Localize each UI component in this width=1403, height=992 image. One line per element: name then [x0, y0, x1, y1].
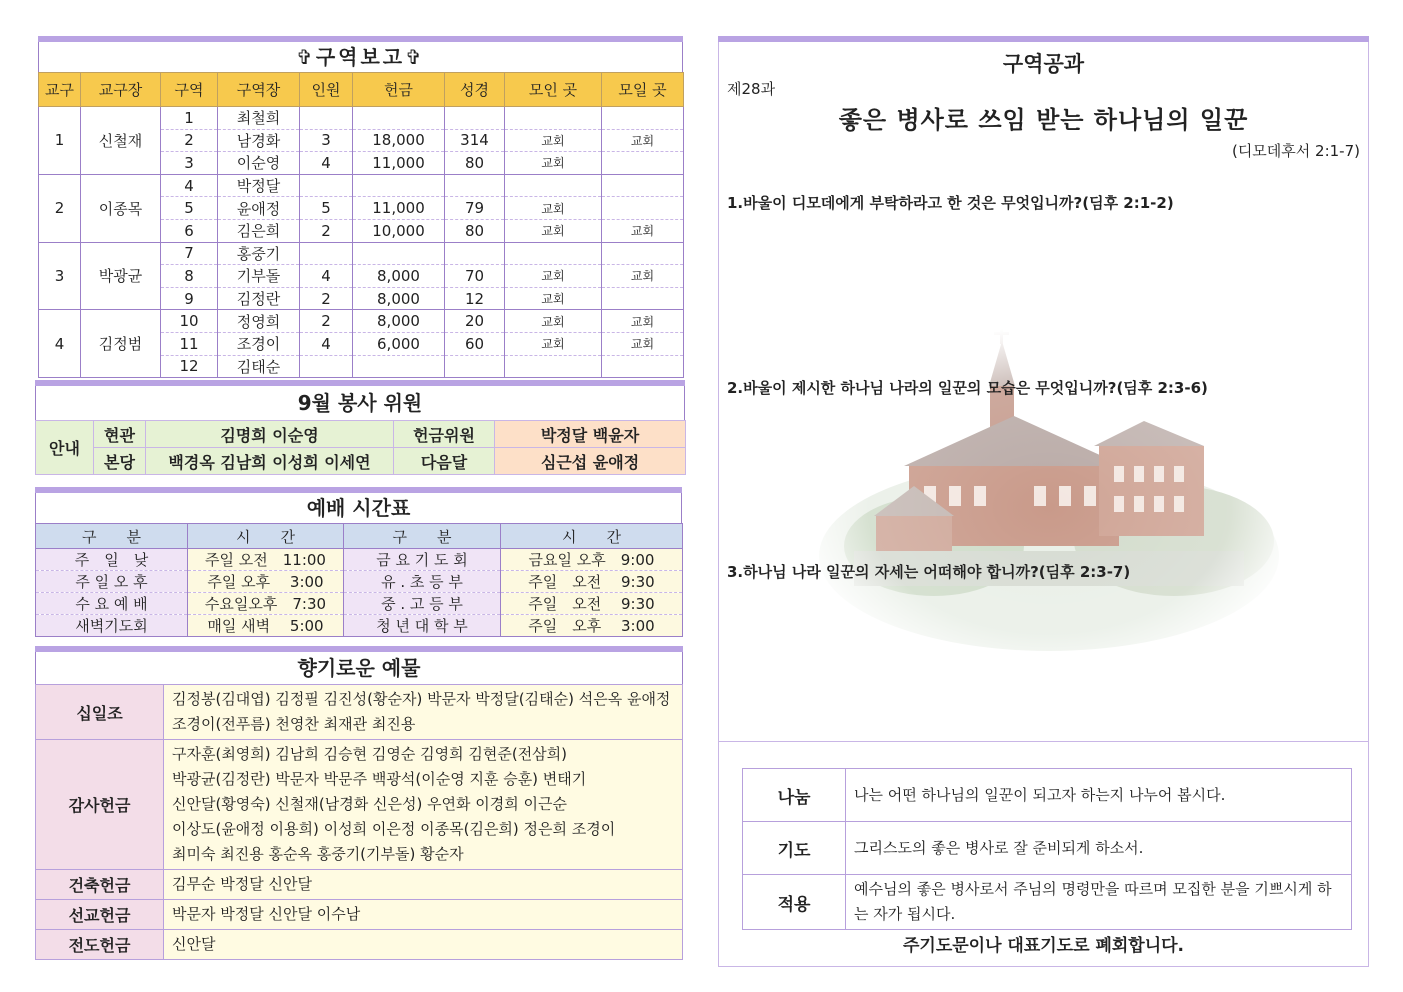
- next-place: [602, 107, 684, 130]
- offering-amount: 18,000: [353, 129, 445, 152]
- met-place: [505, 107, 602, 130]
- parish-leader: 이종목: [81, 174, 161, 242]
- zone-leader: 조경이: [218, 332, 300, 355]
- service-time: 주일 오전 9:30: [501, 593, 683, 615]
- col-category: 구 분: [36, 524, 188, 549]
- people-count: 2: [300, 219, 353, 242]
- bible-count: 80: [445, 152, 505, 175]
- people-count: [300, 242, 353, 265]
- role-names: 박정달 백윤자: [495, 421, 686, 448]
- table-row: [39, 174, 684, 197]
- zone-number: 4: [161, 174, 218, 197]
- offering-category: 건축헌금: [36, 870, 164, 900]
- met-place: 교회: [505, 265, 602, 288]
- table-row: [36, 740, 683, 870]
- offering-amount: [353, 355, 445, 378]
- parish-number: 4: [39, 310, 81, 378]
- col-offering: 헌금: [353, 73, 445, 107]
- zone-number: 2: [161, 129, 218, 152]
- people-count: 2: [300, 287, 353, 310]
- met-place: 교회: [505, 332, 602, 355]
- worship-header-row: [36, 524, 683, 549]
- bible-count: 12: [445, 287, 505, 310]
- zone-leader: 이순영: [218, 152, 300, 175]
- col-parish: 교구: [39, 73, 81, 107]
- place-label: 현관: [94, 421, 146, 448]
- parish-number: 2: [39, 174, 81, 242]
- next-place: [602, 152, 684, 175]
- offering-amount: 11,000: [353, 197, 445, 220]
- parish-leader: 김정범: [81, 310, 161, 378]
- offering-category: 감사헌금: [36, 740, 164, 870]
- col-met-place: 모인 곳: [505, 73, 602, 107]
- service-time: 주일 오전 11:00: [188, 549, 344, 571]
- application-text: 나는 어떤 하나님의 일꾼이 되고자 하는지 나누어 봅시다.: [846, 769, 1352, 822]
- zone-leader: 김태순: [218, 355, 300, 378]
- met-place: 교회: [505, 152, 602, 175]
- zone-number: 10: [161, 310, 218, 333]
- place-names: 김명희 이순영: [146, 421, 394, 448]
- next-place: 교회: [602, 219, 684, 242]
- next-place: [602, 197, 684, 220]
- name-line: 조경이(전푸름) 천영찬 최재관 최진용: [172, 715, 416, 733]
- zone-leader: 김은희: [218, 219, 300, 242]
- people-count: [300, 355, 353, 378]
- met-place: 교회: [505, 310, 602, 333]
- offering-category: 선교헌금: [36, 900, 164, 930]
- table-row: [36, 930, 683, 960]
- next-place: [602, 242, 684, 265]
- next-place: 교회: [602, 129, 684, 152]
- service-time: 주일 오전 9:30: [501, 571, 683, 593]
- name-line: 이상도(윤애정 이용희) 이성희 이은정 이종목(김은희) 정은희 조경이: [172, 820, 616, 838]
- offering-amount: 8,000: [353, 310, 445, 333]
- col-bible: 성경: [445, 73, 505, 107]
- application-key: 나눔: [743, 769, 846, 822]
- worship-schedule-table: [35, 523, 683, 637]
- people-count: 4: [300, 265, 353, 288]
- table-row: [36, 685, 683, 740]
- offering-table: [35, 684, 683, 960]
- people-count: 4: [300, 152, 353, 175]
- offering-title: 향기로운 예물: [35, 652, 683, 684]
- met-place: 교회: [505, 287, 602, 310]
- lesson-heading: 좋은 병사로 쓰임 받는 하나님의 일꾼: [838, 106, 1249, 134]
- offering-amount: [353, 242, 445, 265]
- application-key: 적용: [743, 875, 846, 930]
- role-label: 다음달: [394, 448, 495, 475]
- worship-schedule-panel: [35, 487, 682, 637]
- offering-category: 전도헌금: [36, 930, 164, 960]
- service-time: 매일 새벽 5:00: [188, 615, 344, 637]
- offering-names: [164, 870, 683, 900]
- offering-names: [164, 685, 683, 740]
- bible-count: [445, 174, 505, 197]
- lesson-question: 1.바울이 디모데에게 부탁하라고 한 것은 무엇입니까?(딤후 2:1-2): [727, 194, 1174, 212]
- offering-amount: 10,000: [353, 219, 445, 242]
- people-count: 2: [300, 310, 353, 333]
- name-line: 신안달: [172, 935, 216, 953]
- people-count: 3: [300, 129, 353, 152]
- table-row: [39, 310, 684, 333]
- offering-amount: [353, 174, 445, 197]
- col-next-place: 모일 곳: [602, 73, 684, 107]
- guide-label: 안내: [36, 421, 94, 475]
- zone-leader: 정영희: [218, 310, 300, 333]
- col-time: 시 간: [501, 524, 683, 549]
- next-place: 교회: [602, 332, 684, 355]
- name-line: 신안달(황영숙) 신철재(남경화 신은성) 우연화 이경희 이근순: [172, 795, 568, 813]
- table-row: [36, 421, 686, 448]
- application-text: 예수님의 좋은 병사로서 주님의 명령만을 따르며 모집한 분을 기쁘시게 하는 자가 됩시다.: [846, 875, 1352, 930]
- application-key: 기도: [743, 822, 846, 875]
- table-row: [743, 822, 1352, 875]
- parish-number: 1: [39, 107, 81, 175]
- table-row: [743, 875, 1352, 930]
- application-table: [742, 768, 1352, 930]
- met-place: 교회: [505, 197, 602, 220]
- zone-leader: 최철희: [218, 107, 300, 130]
- table-row: [36, 549, 683, 571]
- bible-count: 20: [445, 310, 505, 333]
- place-names: 백경옥 김남희 이성희 이세연: [146, 448, 394, 475]
- parish-number: 3: [39, 242, 81, 310]
- worship-schedule-title: 예배 시간표: [35, 493, 682, 523]
- next-place: [602, 287, 684, 310]
- panel-top-bar: [718, 36, 1369, 42]
- service-time: 수요일오후 7:30: [188, 593, 344, 615]
- bible-count: [445, 107, 505, 130]
- name-line: 구자훈(최영희) 김남희 김승현 김영순 김영희 김현준(전삼희): [172, 745, 568, 763]
- service-name: 유 . 초 등 부: [344, 571, 501, 593]
- table-row: [39, 242, 684, 265]
- people-count: 4: [300, 332, 353, 355]
- offering-amount: 6,000: [353, 332, 445, 355]
- parish-leader: 신철재: [81, 107, 161, 175]
- zone-report-title: ✞구역보고✞: [38, 42, 683, 72]
- application-text: 그리스도의 좋은 병사로 잘 준비되게 하소서.: [846, 822, 1352, 875]
- table-row: [36, 571, 683, 593]
- zone-number: 8: [161, 265, 218, 288]
- zone-number: 6: [161, 219, 218, 242]
- zone-leader: 홍중기: [218, 242, 300, 265]
- people-count: 5: [300, 197, 353, 220]
- next-place: 교회: [602, 310, 684, 333]
- next-place: 교회: [602, 265, 684, 288]
- zone-lesson-panel: [718, 36, 1369, 967]
- zone-report-header-row: [39, 73, 684, 107]
- zone-leader: 김정란: [218, 287, 300, 310]
- zone-number: 5: [161, 197, 218, 220]
- offering-amount: 8,000: [353, 265, 445, 288]
- zone-report-table: [38, 72, 684, 378]
- table-row: [36, 870, 683, 900]
- closing-instruction: 주기도문이나 대표기도로 폐회합니다.: [902, 936, 1185, 956]
- met-place: [505, 174, 602, 197]
- bible-count: 60: [445, 332, 505, 355]
- col-time: 시 간: [188, 524, 344, 549]
- service-name: 주 일 오 후: [36, 571, 188, 593]
- role-names: 심근섭 윤애정: [495, 448, 686, 475]
- bible-count: [445, 242, 505, 265]
- zone-leader: 박정달: [218, 174, 300, 197]
- zone-report-panel: [38, 36, 683, 378]
- lesson-title: 구역공과: [1002, 52, 1085, 76]
- name-line: 김정봉(김대엽) 김정필 김진성(황순자) 박문자 박정달(김태순) 석은옥 윤애정: [172, 690, 671, 708]
- people-count: [300, 107, 353, 130]
- bible-count: [445, 355, 505, 378]
- col-parish-leader: 교구장: [81, 73, 161, 107]
- offering-amount: 11,000: [353, 152, 445, 175]
- table-row: [36, 448, 686, 475]
- bible-count: 314: [445, 129, 505, 152]
- zone-number: 11: [161, 332, 218, 355]
- next-place: [602, 174, 684, 197]
- offering-category: 십일조: [36, 685, 164, 740]
- table-row: [36, 615, 683, 637]
- bible-count: 70: [445, 265, 505, 288]
- col-category: 구 분: [344, 524, 501, 549]
- service-committee-table: [35, 420, 686, 475]
- next-place: [602, 355, 684, 378]
- service-name: 새벽기도회: [36, 615, 188, 637]
- service-time: 주일 오후 3:00: [501, 615, 683, 637]
- service-name: 금 요 기 도 회: [344, 549, 501, 571]
- zone-number: 9: [161, 287, 218, 310]
- parish-leader: 박광균: [81, 242, 161, 310]
- offering-amount: [353, 107, 445, 130]
- service-time: 금요일 오후 9:00: [501, 549, 683, 571]
- service-name: 수 요 예 배: [36, 593, 188, 615]
- people-count: [300, 174, 353, 197]
- church-illustration: [814, 326, 1284, 656]
- zone-number: 12: [161, 355, 218, 378]
- offering-names: [164, 740, 683, 870]
- name-line: 박광균(김정란) 박문자 박문주 백광석(이순영 지훈 승훈) 변태기: [172, 770, 587, 788]
- bible-count: 79: [445, 197, 505, 220]
- place-label: 본당: [94, 448, 146, 475]
- col-zone: 구역: [161, 73, 218, 107]
- service-committee-title: 9월 봉사 위원: [35, 386, 685, 420]
- role-label: 헌금위원: [394, 421, 495, 448]
- col-zone-leader: 구역장: [218, 73, 300, 107]
- table-row: [36, 900, 683, 930]
- service-time: 주일 오후 3:00: [188, 571, 344, 593]
- met-place: 교회: [505, 219, 602, 242]
- offering-names: [164, 930, 683, 960]
- lesson-question: 3.하나님 나라 일꾼의 자세는 어떠해야 합니까?(딤후 2:3-7): [727, 563, 1131, 581]
- offering-names: [164, 900, 683, 930]
- met-place: [505, 242, 602, 265]
- met-place: 교회: [505, 129, 602, 152]
- bible-count: 80: [445, 219, 505, 242]
- table-row: [743, 769, 1352, 822]
- scripture-reference: (디모데후서 2:1-7): [1231, 142, 1360, 160]
- service-committee-panel: [35, 380, 685, 475]
- zone-leader: 남경화: [218, 129, 300, 152]
- table-row: [36, 593, 683, 615]
- lesson-number: 제28과: [727, 80, 776, 98]
- table-row: [39, 107, 684, 130]
- service-name: 중 . 고 등 부: [344, 593, 501, 615]
- zone-number: 3: [161, 152, 218, 175]
- zone-leader: 기부돌: [218, 265, 300, 288]
- zone-leader: 윤애정: [218, 197, 300, 220]
- section-divider: [719, 741, 1368, 742]
- zone-number: 1: [161, 107, 218, 130]
- service-name: 청 년 대 학 부: [344, 615, 501, 637]
- col-people: 인원: [300, 73, 353, 107]
- name-line: 최미숙 최진용 홍순옥 홍중기(기부돌) 황순자: [172, 845, 464, 863]
- name-line: 김무순 박정달 신안달: [172, 875, 312, 893]
- zone-number: 7: [161, 242, 218, 265]
- service-name: 주 일 낮: [36, 549, 188, 571]
- met-place: [505, 355, 602, 378]
- name-line: 박문자 박정달 신안달 이수남: [172, 905, 361, 923]
- lesson-question: 2.바울이 제시한 하나님 나라의 일꾼의 모습은 무엇입니까?(딤후 2:3-6): [727, 379, 1208, 397]
- offering-amount: 8,000: [353, 287, 445, 310]
- offering-panel: [35, 646, 683, 960]
